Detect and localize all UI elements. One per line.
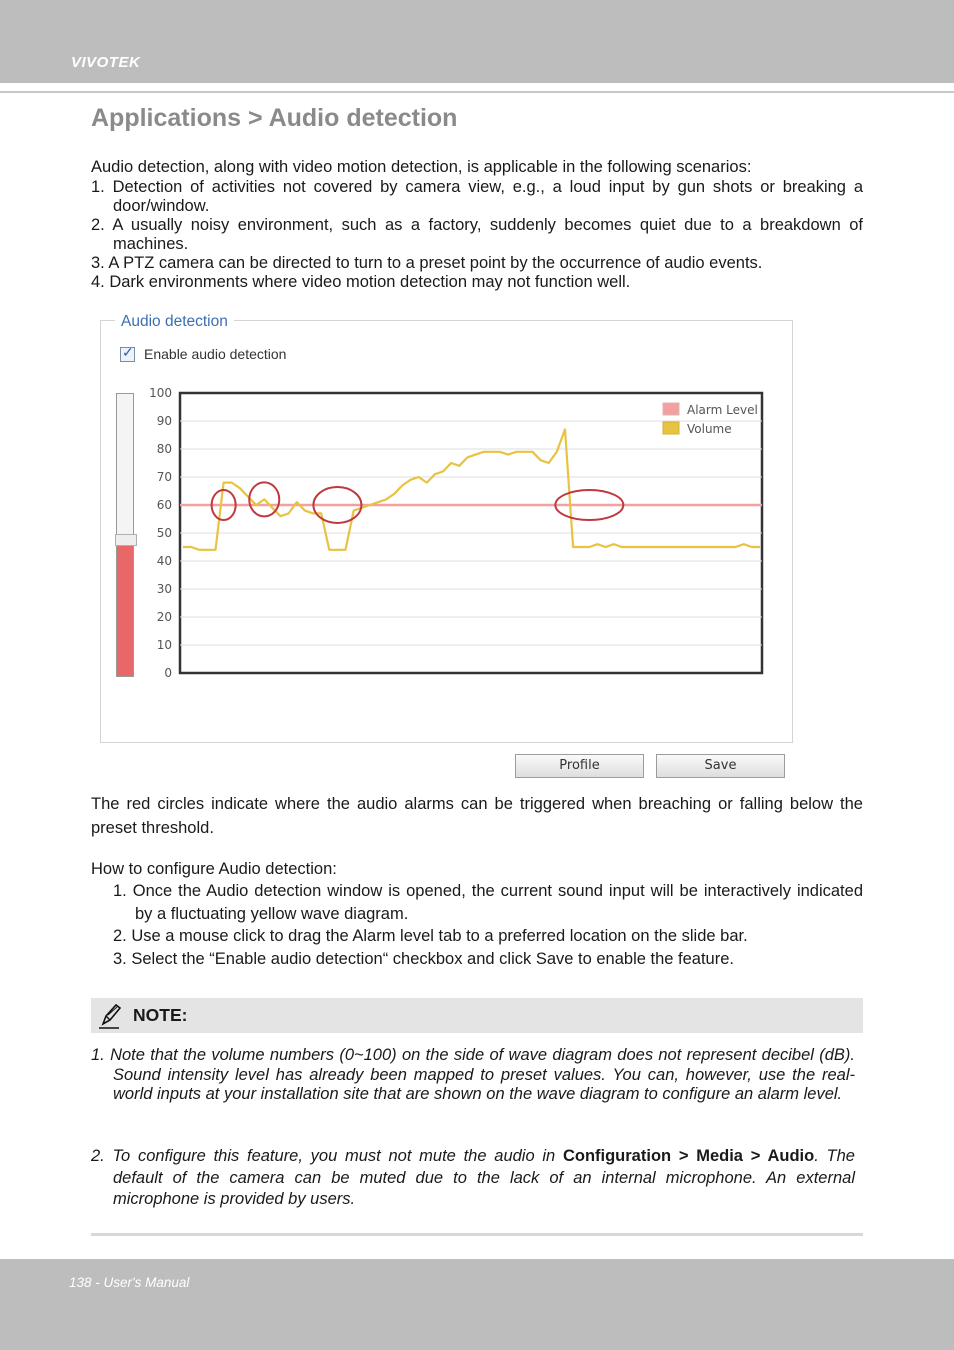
list-item: 1. Once the Audio detection window is opened, the current sound input will be interactively indicated by a fluctuating yellow wave diagram.	[113, 882, 863, 923]
brand-logo: VIVOTEK	[71, 54, 141, 71]
checkmark-icon: ✓	[122, 343, 134, 360]
pencil-icon	[97, 1002, 125, 1030]
note-item: 1. Note that the volume numbers (0~100) on the side of wave diagram does not represent decibel (dB). Sound intensity level has already been mapped to preset values. You can, however, use the real-world inputs at your installation site that are shown on the wave diagram to configure an alarm level.	[91, 1046, 855, 1103]
note-label: NOTE:	[133, 1005, 188, 1025]
scenario-list	[91, 178, 863, 292]
y-tick-label: 90	[156, 414, 172, 428]
y-tick-label: 70	[156, 470, 172, 484]
y-tick-label: 0	[164, 666, 172, 680]
header-bar	[0, 0, 954, 83]
legend-label-volume: Volume	[687, 422, 732, 436]
footer-bar	[0, 1259, 954, 1350]
note-list-2	[91, 1146, 855, 1211]
menu-path-audio: Audio	[767, 1147, 815, 1165]
profile-button[interactable]: Profile	[515, 754, 644, 778]
legend-swatch-volume	[663, 422, 679, 434]
menu-path-configuration: Configuration	[562, 1147, 672, 1165]
y-tick-label: 60	[156, 498, 172, 512]
caption-paragraph: The red circles indicate where the audio alarms can be triggered when breaching or falling below the preset threshold.	[91, 795, 863, 837]
list-item: 2. Use a mouse click to drag the Alarm level tab to a preferred location on the slide bar.	[113, 927, 748, 945]
save-button[interactable]: Save	[656, 754, 785, 778]
note-text: 2. To configure this feature, you must not mute the audio in	[91, 1147, 563, 1165]
y-tick-label: 40	[156, 554, 172, 568]
list-item: 1. Detection of activities not covered by camera view, e.g., a loud input by gun shots or breaking a door/window.	[91, 178, 863, 215]
y-tick-label: 100	[149, 386, 172, 400]
note-bar	[91, 998, 863, 1033]
page-number: 138 - User's Manual	[69, 1275, 190, 1290]
list-item: 2. A usually noisy environment, such as a factory, suddenly becomes quiet due to a breakdown of machines.	[91, 216, 863, 253]
list-item: 3. A PTZ camera can be directed to turn to a preset point by the occurrence of audio events.	[91, 254, 763, 272]
legend-swatch-alarm-level	[663, 403, 679, 415]
audio-detection-panel	[100, 313, 793, 743]
page-title: Applications > Audio detection	[91, 104, 458, 132]
howto-list	[113, 880, 863, 970]
enable-audio-detection-label: Enable audio detection	[144, 346, 287, 362]
y-tick-label: 20	[156, 610, 172, 624]
menu-path-separator: >	[742, 1147, 768, 1165]
list-item: 3. Select the “Enable audio detection“ checkbox and click Save to enable the feature.	[113, 949, 734, 968]
intro-paragraph: Audio detection, along with video motion detection, is applicable in the following scenarios:	[91, 158, 752, 176]
menu-path-separator: >	[671, 1147, 697, 1165]
y-tick-label: 30	[156, 582, 172, 596]
audio-wave-chart	[101, 321, 792, 742]
note-item	[91, 1146, 855, 1211]
legend-label-alarm-level: Alarm Level	[687, 403, 758, 417]
list-item: 4. Dark environments where video motion detection may not function well.	[91, 273, 631, 291]
note-list	[91, 1046, 855, 1105]
header-divider	[0, 91, 954, 93]
y-tick-label: 50	[156, 526, 172, 540]
bottom-divider	[91, 1233, 863, 1236]
menu-path-media: Media	[696, 1147, 743, 1165]
note-text: . The default of the camera can be muted due to the lack of an internal microphone. An external microphone is provided by users.	[113, 1147, 855, 1208]
y-tick-label: 10	[156, 638, 172, 652]
howto-title: How to configure Audio detection:	[91, 860, 337, 878]
y-tick-label: 80	[156, 442, 172, 456]
panel-title: Audio detection	[115, 313, 234, 331]
